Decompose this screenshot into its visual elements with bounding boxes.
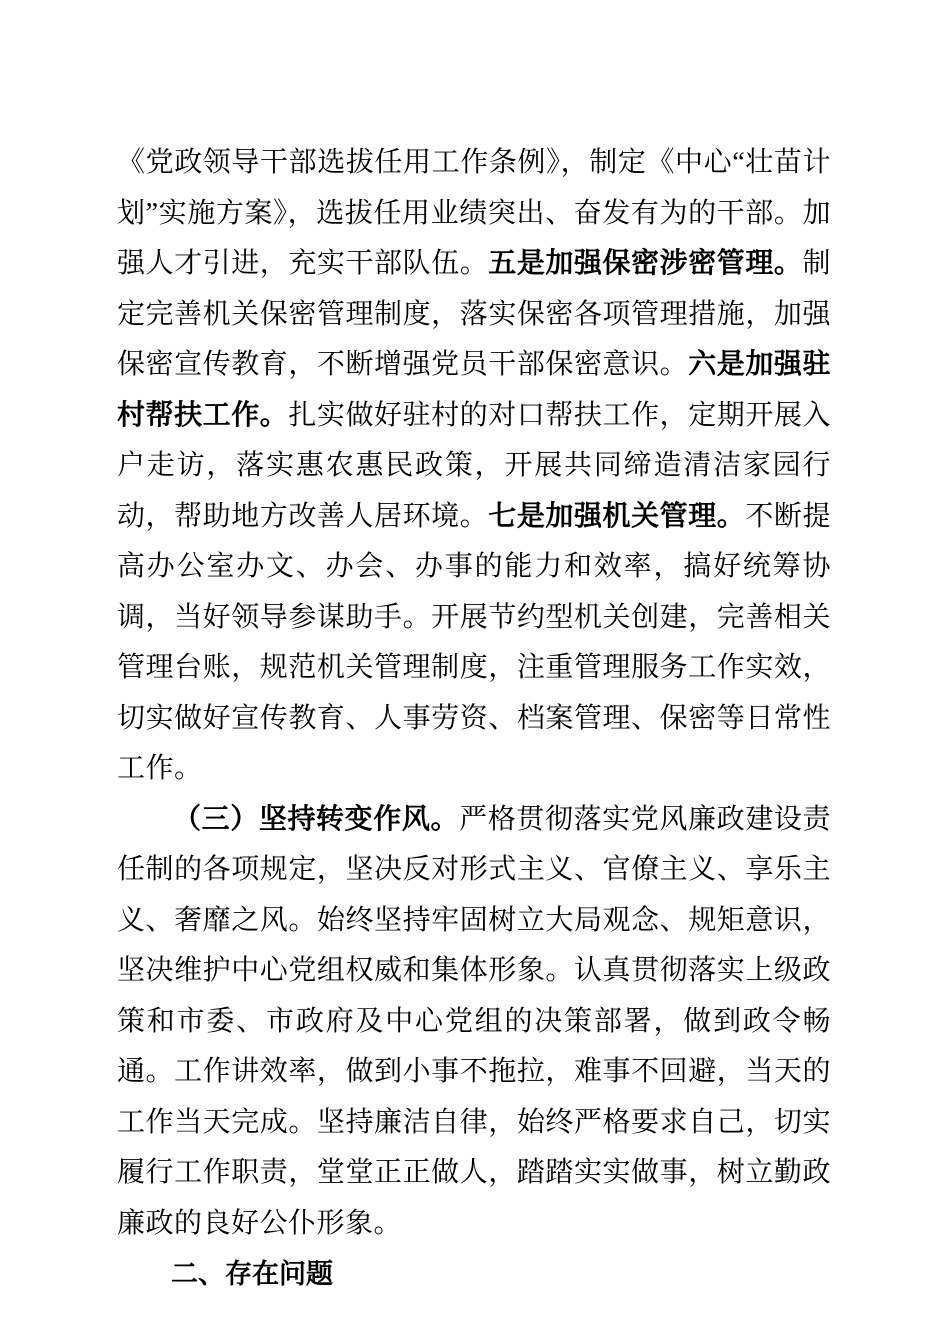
run-in-heading-six: 六是加强驻村帮扶工作。 (117, 349, 831, 431)
body-text-run: 制定完善机关保密管理制度，落实保密各项管理措施，加强保密宣传教育，不断增强党员干部保密意识。 (117, 248, 831, 380)
body-text-run: 不断提高办公室办文、办会、办事的能力和效率，搞好统筹协调，当好领导参谋助手。开展节约型机关创建，完善相关管理台账，规范机关管理制度，注重管理服务工作实效，切实做好宣传教育、人事劳资、档案管理、保密等日常性工作。 (117, 500, 831, 784)
run-in-heading-three: （三）坚持转变作风。 (173, 803, 460, 835)
document-body (117, 138, 831, 1300)
section-heading-problems: 二、存在问题 (171, 1259, 333, 1289)
run-in-heading-five: 五是加强保密涉密管理。 (488, 248, 803, 279)
body-text-run: 扎实做好驻村的对口帮扶工作，定期开展入户走访，落实惠农惠民政策，开展共同缔造清洁家园行动，帮助地方改善人居环境。 (117, 399, 831, 532)
run-in-heading-seven: 七是加强机关管理。 (488, 500, 746, 532)
body-text-run: 严格贯彻落实党风廉政建设责任制的各项规定，坚决反对形式主义、官僚主义、享乐主义、奢靡之风。始终坚持牢固树立大局观念、规矩意识，坚决维护中心党组权威和集体形象。认真贯彻落实上级政策和市委、市政府及中心党组的决策部署，做到政令畅通。工作讲效率，做到小事不拖拉，难事不回避，当天的工作当天完成。坚持廉洁自律，始终严格要求自己，切实履行工作职责，堂堂正正做人，踏踏实实做事，树立勤政廉政的良好公仆形象。 (117, 803, 831, 1239)
paragraph-work-measures (117, 138, 831, 795)
paragraph-work-style (117, 795, 831, 1250)
body-text-run: 《党政领导干部选拔任用工作条例》，制定《中心“壮苗计划”实施方案》，选拔任用业绩突出、奋发有为的干部。加强人才引进，充实干部队伍。 (117, 147, 831, 279)
